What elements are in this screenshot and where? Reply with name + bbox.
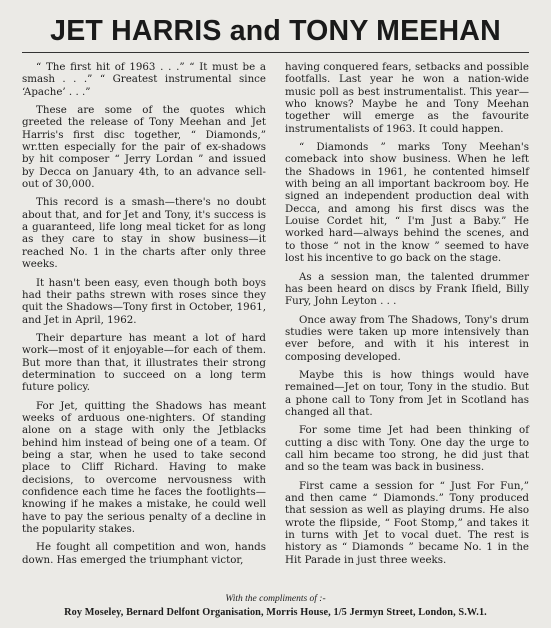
article-body [22, 61, 529, 572]
paragraph: This record is a smash—there's no doubt about that, and for Jet and Tony, it's success is a guaranteed, life long meal ticket for as long as they care to stay in show business—it reached No. 1 in the charts after only three weeks. [22, 196, 266, 271]
paragraph: It hasn't been easy, even though both boys had their paths strewn with roses since they quit the Shadows—Tony first in October, 1961, and Jet in April, 1962. [22, 276, 266, 326]
left-column [22, 61, 266, 572]
compliments-line: With the compliments of :- [225, 594, 326, 604]
paragraph: He fought all competition and won, hands down. Has emerged the triumphant victor, [22, 541, 266, 566]
paragraph: Their departure has meant a lot of hard work—most of it enjoyable—for each of them. But more than that, it illustrates their strong determination to succeed on a long term future policy. [22, 331, 266, 394]
paragraph: As a session man, the talented drummer has been heard on discs by Frank Ifield, Billy Fury, John Leyton . . . [285, 270, 529, 308]
paragraph: For Jet, quitting the Shadows has meant weeks of arduous one-nighters. Of standing alone on a stage with only the Jetblacks behind him instead of being one of a team. Of being a star, when he used to take second place to Cliff Richard. Having to make decisions, to overcome nervousness with confidence each time he faces the footlights—knowing if he makes a mistake, he could well have to pay the serious penalty of a decline in the popularity stakes. [22, 399, 266, 536]
paragraph: “ Diamonds ” marks Tony Meehan's comeback into show business. When he left the Shadows in 1961, he contented himself with being an all important backroom boy. He signed an independent production deal with Decca, and among his first discs was the Louise Cordet hit, “ I'm Just a Baby.” He worked hard—always behind the scenes, and to those “ not in the know ” seemed to have lost his incentive to go back on the stage. [285, 141, 529, 265]
paragraph: having conquered fears, setbacks and possible footfalls. Last year he won a nation-wide music poll as best instrumentalist. This year—who knows? Maybe he and Tony Meehan together will emerge as the favourite instrumentalists of 1963. It could happen. [285, 61, 529, 135]
article-title: JET HARRIS and TONY MEEHAN [50, 15, 501, 47]
paragraph: For some time Jet had been thinking of cutting a disc with Tony. One day the urge to call him became too strong, he did just that and so the team was back in business. [285, 424, 529, 474]
paragraph: First came a session for “ Just For Fun,” and then came “ Diamonds.” Tony produced that session as well as playing drums. He also wrote the flipside, “ Foot Stomp,” and takes it in turns with Jet to vocal duet. The rest is history as “ Diamonds ” became No. 1 in the Hit Parade in just three weeks. [285, 479, 529, 566]
paragraph: Maybe this is how things would have remained—Jet on tour, Tony in the studio. But a phone call to Tony from Jet in Scotland has changed all that. [285, 368, 529, 418]
paragraph: Once away from The Shadows, Tony's drum studies were taken up more intensively than ever before, and with it his interest in composing developed. [285, 313, 529, 363]
right-column [285, 61, 529, 572]
footer [22, 594, 529, 618]
address-line: Roy Moseley, Bernard Delfont Organisation, Morris House, 1/5 Jermyn Street, London, S.W.1. [64, 607, 487, 618]
title-divider [22, 52, 529, 53]
paragraph: These are some of the quotes which greeted the release of Tony Meehan and Jet Harris's first disc together, “ Diamonds,” wr.tten especially for the pair of ex-shadows by hit composer “ Jerry Lordan ” and issued by Decca on January 4th, to an advance sell-out of 30,000. [22, 104, 266, 191]
paragraph: “ The first hit of 1963 . . .” “ It must be a smash . . .” “ Greatest instrumental since ‘Apache’ . . .” [22, 61, 266, 98]
